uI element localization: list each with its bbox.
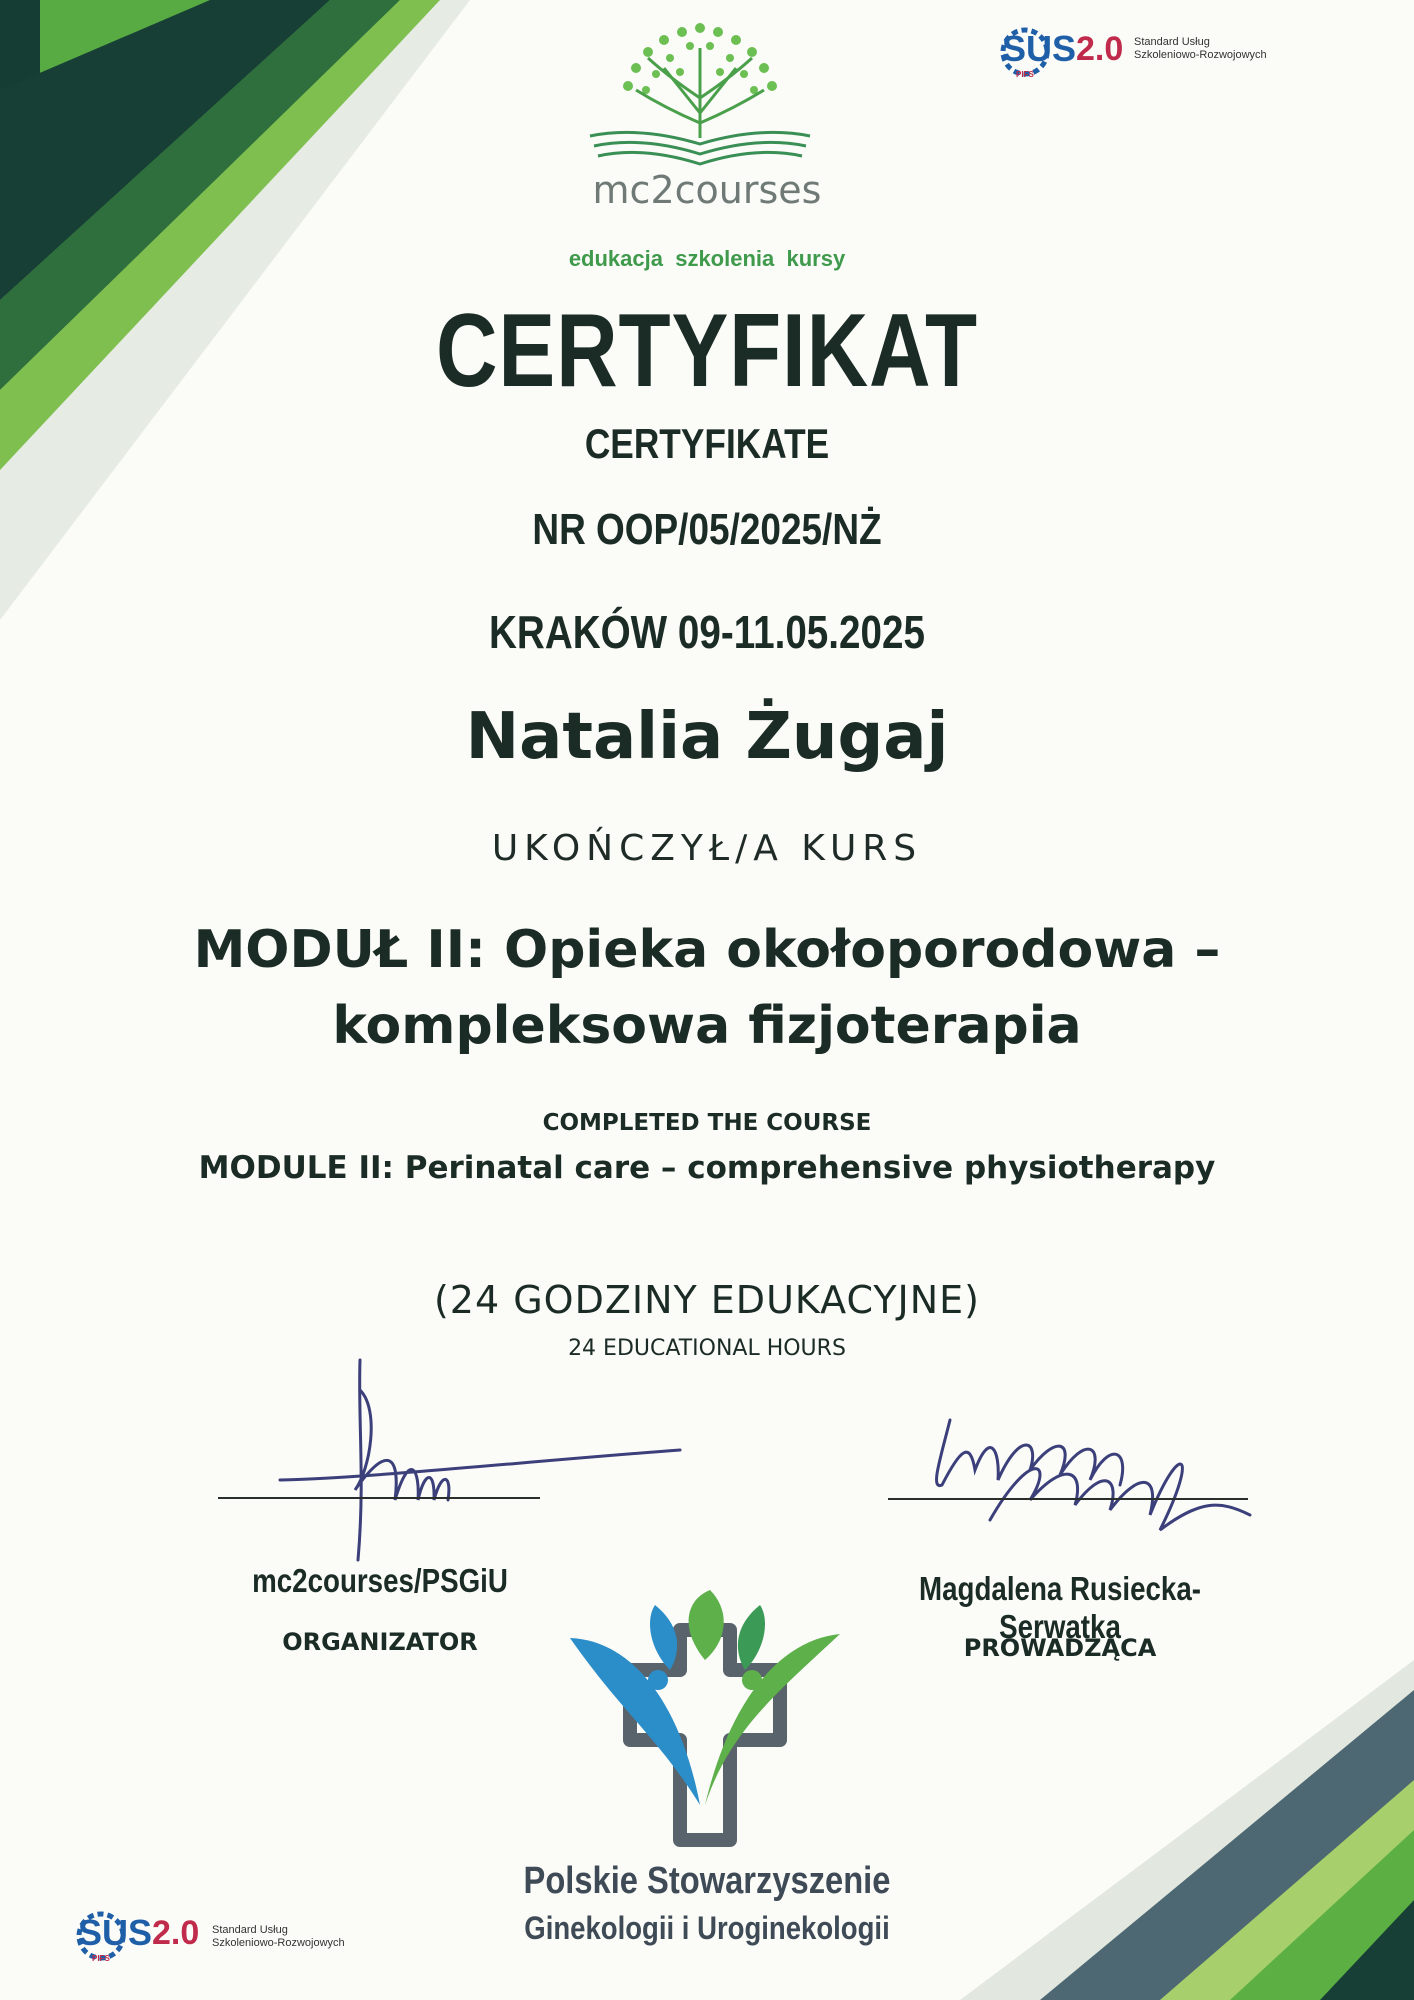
sus-badge-bottom <box>74 1902 414 1972</box>
course-module-pl-line1: MODUŁ II: Opieka okołoporodowa – <box>193 920 1221 980</box>
sus-mark: SUS <box>1002 28 1077 69</box>
signature-left <box>220 1350 740 1580</box>
brand-tagline: edukacja szkolenia kursy <box>568 246 846 271</box>
course-module-pl-line2: kompleksowa fizjoterapia <box>332 996 1082 1056</box>
completed-label-pl: UKOŃCZYŁ/A KURS <box>491 828 923 869</box>
sus-line2: Szkoleniowo-Rozwojowych <box>1134 49 1267 61</box>
psgiu-name-line2: Ginekologii i Uroginekologii <box>524 1910 890 1946</box>
recipient-name: Natalia Żugaj <box>465 700 949 774</box>
sus-badge-top <box>998 18 1318 88</box>
psgiu-name-line1: Polskie Stowarzyszenie <box>523 1860 891 1902</box>
course-module-en: MODULE II: Perinatal care – comprehensive physiotherapy <box>198 1150 1216 1186</box>
organizer-name: mc2courses/PSGiU <box>252 1562 508 1599</box>
certificate-place-date: KRAKÓW 09-11.05.2025 <box>489 606 925 658</box>
instructor-role: PROWADZĄCA <box>963 1634 1157 1662</box>
certificate-number: NR OOP/05/2025/NŻ <box>532 505 882 554</box>
brand-name: mc2courses <box>592 168 822 212</box>
psgiu-logo-icon <box>560 1590 850 1870</box>
sus-line1: Standard Usług <box>212 1924 288 1936</box>
certificate-title: CERTYFIKAT <box>436 293 978 409</box>
corner-decoration-bottom-right <box>960 1660 1414 2000</box>
sus-sub: PIFS <box>92 1954 110 1963</box>
completed-label-en: COMPLETED THE COURSE <box>542 1110 872 1136</box>
instructor-name: Magdalena Rusiecka-Serwatka <box>919 1570 1201 1645</box>
sus-description <box>1134 36 1334 62</box>
signature-right <box>880 1390 1280 1560</box>
mc2courses-logo-icon <box>570 18 830 188</box>
signature-line-right <box>888 1498 1248 1500</box>
sus-mark: SUS <box>78 1912 153 1953</box>
hours-en: 24 EDUCATIONAL HOURS <box>568 1336 846 1361</box>
certificate-subtitle: CERTYFIKATE <box>584 420 830 467</box>
sus-line2: Szkoleniowo-Rozwojowych <box>212 1937 345 1949</box>
organizer-role: ORGANIZATOR <box>282 1628 478 1656</box>
sus-line1: Standard Usług <box>1134 36 1210 48</box>
sus-version: 2.0 <box>1076 30 1124 68</box>
signature-line-left <box>218 1497 540 1499</box>
course-module-pl <box>0 912 1414 1064</box>
hours-pl: (24 GODZINY EDUKACYJNE) <box>433 1278 981 1322</box>
sus-version: 2.0 <box>152 1914 200 1952</box>
sus-sub: PIFS <box>1016 70 1034 79</box>
sus-description <box>212 1924 412 1950</box>
